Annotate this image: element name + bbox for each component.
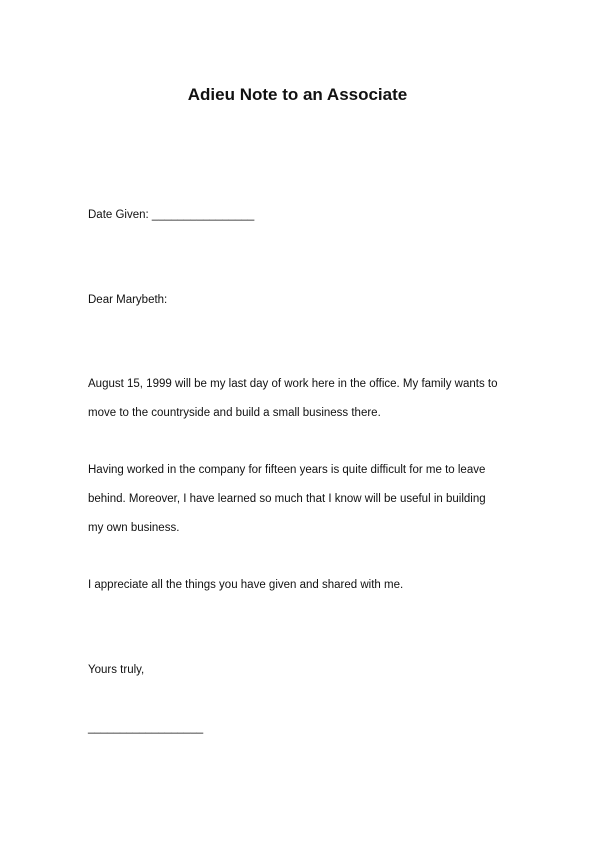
document-title: Adieu Note to an Associate: [187, 85, 408, 104]
paragraph-2-line-3: my own business.: [88, 522, 180, 534]
paragraph-2-line-2: behind. Moreover, I have learned so much that I know will be useful in building: [88, 493, 486, 505]
signature-line: __________________: [88, 722, 204, 734]
date-given-line: Date Given: ________________: [88, 209, 255, 221]
paragraph-1-line-2: move to the countryside and build a small business there.: [88, 407, 381, 419]
paragraph-3-line-1: I appreciate all the things you have given and shared with me.: [88, 579, 404, 591]
paragraph-2-line-1: Having worked in the company for fifteen years is quite difficult for me to leave: [88, 464, 486, 476]
closing-line: Yours truly,: [88, 664, 145, 676]
paragraph-1-line-1: August 15, 1999 will be my last day of work here in the office. My family wants to: [88, 378, 498, 390]
greeting-line: Dear Marybeth:: [88, 294, 168, 306]
